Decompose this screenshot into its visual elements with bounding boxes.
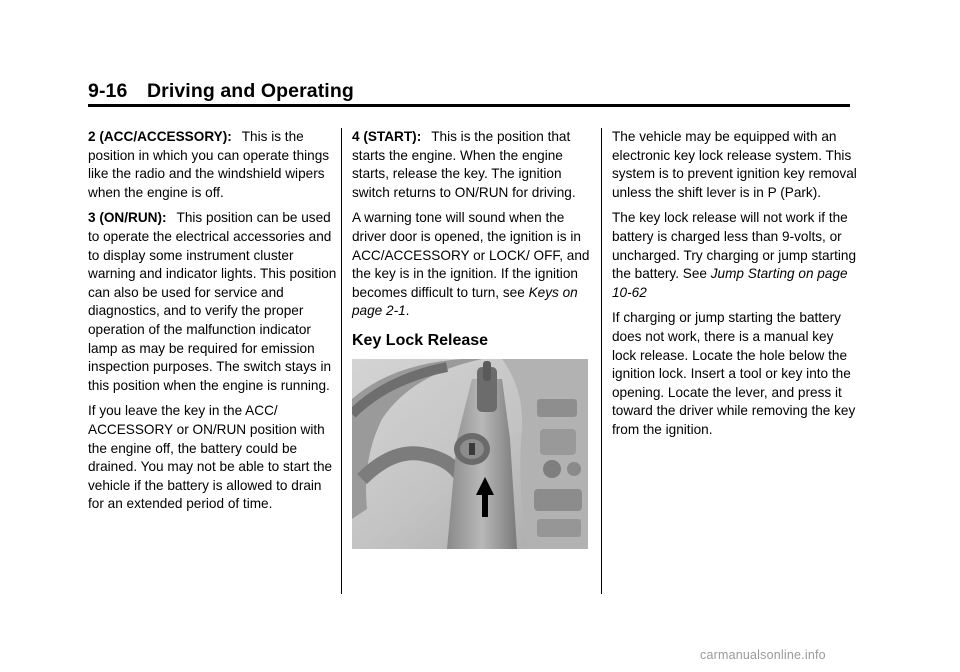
- paragraph-warning-tone: [352, 209, 596, 321]
- section-title: Driving and Operating: [146, 80, 354, 102]
- paragraph-text: If you leave the key in the ACC/ ACCESSORY or ON/RUN position with the engine off, the battery could be drained. You may not be able to start the vehicle if the battery is allowed to drain for an extended period of time.: [88, 403, 333, 512]
- paragraph-text: If charging or jump starting the battery does not work, there is a manual key lock release. Locate the hole below the ignition lock. Insert a tool or key into the opening. Locate the lever, and press it toward the driver while removing the key from the ignition.: [612, 310, 856, 437]
- column-3: [612, 128, 858, 447]
- paragraph-electronic-key-lock: [612, 128, 858, 202]
- paragraph-text: The key lock release will not work if the battery is charged less than 9-volts, or uncharged. Try charging or jump starting the battery. See: [612, 210, 857, 282]
- paragraph-battery-drain: [88, 402, 340, 514]
- cross-reference-link[interactable]: Jump Starting on page 10-62: [612, 266, 848, 300]
- paragraph-text: A warning tone will sound when the driver door is opened, the ignition is in ACC/ACCESSORY or LOCK/ OFF, and the key is in the ignition. If the ignition becomes difficult to turn, see: [352, 210, 590, 300]
- paragraph-text: This is the position that starts the engine. When the engine starts, release the key. The ignition switch returns to ON/RUN for driving.: [352, 129, 576, 200]
- column-1: [88, 128, 340, 521]
- paragraph-text: This position can be used to operate the electrical accessories and to display some instrument cluster warning and indicator lights. This position can also be used for service and diagnostics, and to verify the proper operation of the malfunction indicator lamp as may be required for emission inspection purposes. The switch stays in this position when the engine is running.: [88, 210, 337, 393]
- term-label: 4 (START):: [352, 129, 422, 144]
- paragraph-acc-accessory: [88, 128, 340, 202]
- column-divider: [601, 128, 602, 594]
- paragraph-text: The vehicle may be equipped with an electronic key lock release system. This system is to prevent ignition key removal unless the shift lever is in P (Park).: [612, 129, 857, 200]
- header-rule: [88, 104, 850, 107]
- paragraph-text: This is the position in which you can operate things like the radio and the windshield wipers when the engine is off.: [88, 129, 330, 200]
- section-heading: Key Lock Release: [352, 331, 489, 349]
- paragraph-start: [352, 128, 596, 202]
- key-lock-release-illustration: [352, 359, 588, 549]
- paragraph-on-run: [88, 209, 340, 395]
- term-label: 3 (ON/RUN):: [88, 210, 167, 226]
- page-number: 9-16: [88, 80, 128, 102]
- watermark: carmanualsonline.info: [700, 648, 826, 662]
- term-label: 2 (ACC/ACCESSORY):: [88, 129, 232, 144]
- cross-reference-link[interactable]: Keys on page 2-1: [352, 284, 578, 319]
- column-2: [352, 128, 596, 549]
- paragraph-battery-charge: [612, 209, 858, 302]
- paragraph-end: .: [405, 303, 410, 319]
- page-header: [88, 80, 354, 103]
- paragraph-manual-release: [612, 309, 858, 439]
- column-divider: [341, 128, 342, 594]
